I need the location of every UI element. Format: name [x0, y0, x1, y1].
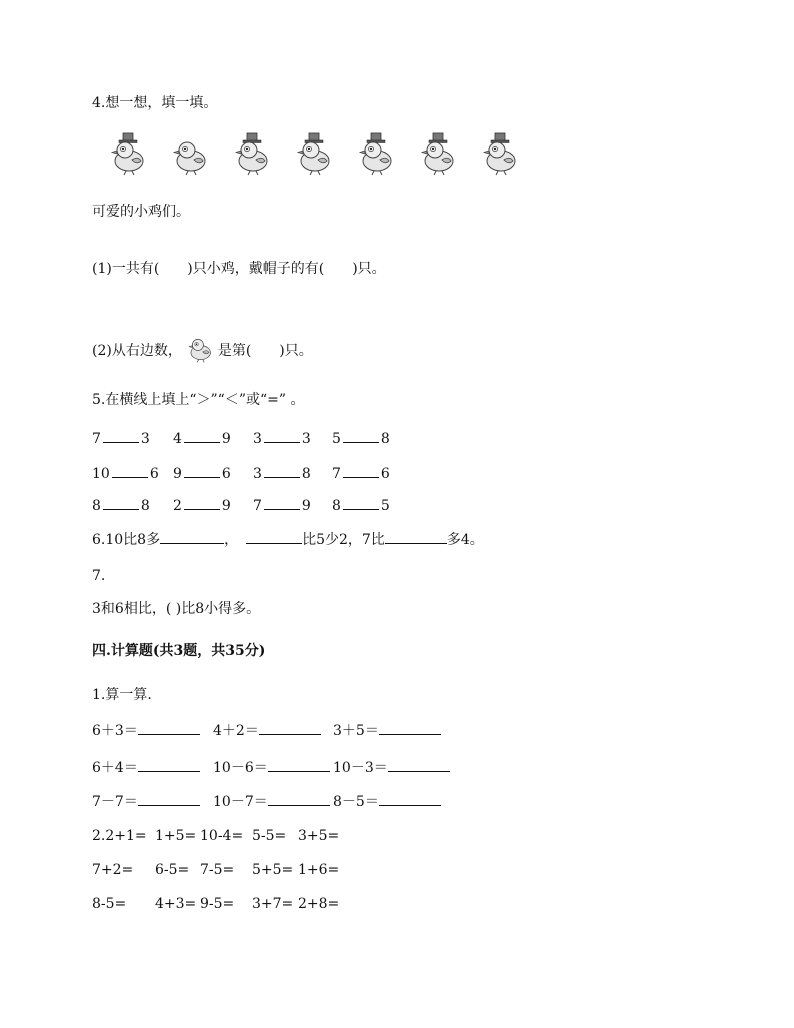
compare-item	[173, 463, 231, 484]
calc1-expression: 6＋4＝	[92, 760, 138, 776]
calc1-answer-blank[interactable]	[379, 791, 441, 806]
calc1-expression: 3＋5＝	[333, 723, 379, 739]
calc2-expression: 10-4=	[200, 828, 244, 844]
calc1-item	[333, 791, 441, 812]
compare-blank[interactable]	[343, 495, 379, 510]
compare-right: 6	[221, 466, 231, 482]
compare-blank[interactable]	[103, 428, 139, 443]
q7-text: 3和6相比，( )比8小得多。	[92, 601, 261, 617]
chick-with-hat-icon	[480, 130, 520, 176]
calc2-expression: 3+5=	[298, 828, 340, 844]
compare-blank[interactable]	[264, 495, 300, 510]
calc1-expression: 8－5＝	[333, 794, 379, 810]
compare-left: 7	[253, 498, 262, 514]
calc1-expression: 10－6＝	[213, 760, 268, 776]
calc1-item	[213, 720, 321, 741]
compare-right: 6	[149, 466, 159, 482]
calc2-expression: 7-5=	[200, 862, 235, 878]
calc1-item	[92, 757, 200, 778]
chick-with-hat-icon	[232, 130, 272, 176]
chick-row	[108, 130, 528, 178]
compare-blank[interactable]	[184, 428, 220, 443]
q6-part3: 比5少2，7比	[302, 532, 385, 548]
calc2-expression: 2+8=	[298, 896, 340, 912]
compare-item	[173, 428, 231, 449]
q6-blank-3[interactable]	[385, 529, 447, 544]
compare-right: 3	[140, 431, 150, 447]
q4-sub1: (1)一共有( )只小鸡，戴帽子的有( )只。	[92, 261, 386, 277]
q4-title: 4.想一想，填一填。	[92, 95, 218, 111]
calc1-expression: 4＋2＝	[213, 723, 259, 739]
q6-blank-2[interactable]	[246, 529, 302, 544]
compare-right: 5	[380, 498, 390, 514]
compare-right: 9	[221, 431, 231, 447]
compare-left: 3	[253, 466, 262, 482]
compare-right: 9	[221, 498, 231, 514]
compare-left: 10	[92, 466, 110, 482]
compare-item	[253, 495, 311, 516]
q4-sub2-after: 是第( )只。	[217, 343, 313, 359]
calc1-item	[333, 720, 441, 741]
compare-item	[92, 463, 159, 484]
compare-left: 9	[173, 466, 182, 482]
calc1-answer-blank[interactable]	[388, 757, 450, 772]
calc1-answer-blank[interactable]	[259, 720, 321, 735]
chick-with-hat-icon	[418, 130, 458, 176]
calc1-item	[213, 791, 330, 812]
calc1-answer-blank[interactable]	[138, 757, 200, 772]
compare-item	[173, 495, 231, 516]
compare-left: 5	[332, 431, 341, 447]
compare-left: 2	[173, 498, 182, 514]
section4-heading: 四.计算题(共3题，共35分)	[92, 643, 266, 659]
calc1-answer-blank[interactable]	[268, 757, 330, 772]
compare-item	[253, 463, 311, 484]
compare-right: 3	[301, 431, 311, 447]
calc2-expression: 3+7=	[252, 896, 294, 912]
calc1-expression: 10－7＝	[213, 794, 268, 810]
compare-right: 9	[301, 498, 311, 514]
compare-blank[interactable]	[343, 463, 379, 478]
compare-right: 8	[140, 498, 150, 514]
chick-with-hat-icon	[294, 130, 334, 176]
q4-sub2	[92, 331, 313, 363]
compare-right: 6	[380, 466, 390, 482]
q4-caption: 可爱的小鸡们。	[92, 204, 190, 220]
compare-left: 3	[253, 431, 262, 447]
compare-item	[253, 428, 311, 449]
compare-item	[332, 463, 390, 484]
compare-blank[interactable]	[343, 428, 379, 443]
calc1-expression: 10－3＝	[333, 760, 388, 776]
calc2-expression: 7+2=	[92, 862, 134, 878]
chick-icon	[185, 331, 215, 363]
calc1-expression: 6＋3＝	[92, 723, 138, 739]
calc1-answer-blank[interactable]	[138, 720, 200, 735]
compare-left: 8	[92, 498, 101, 514]
compare-blank[interactable]	[184, 495, 220, 510]
compare-right: 8	[380, 431, 390, 447]
q6-blank-1[interactable]	[160, 529, 224, 544]
compare-blank[interactable]	[103, 495, 139, 510]
calc2-expression: 1+5=	[155, 828, 197, 844]
q4-sub2-before: (2)从右边数，	[92, 343, 182, 359]
calc1-item	[92, 791, 200, 812]
calc1-title: 1.算一算.	[92, 687, 152, 703]
calc1-expression: 7－7＝	[92, 794, 138, 810]
compare-item	[92, 495, 150, 516]
compare-item	[332, 495, 390, 516]
calc2-expression: 9-5=	[200, 896, 235, 912]
compare-left: 7	[332, 466, 341, 482]
calc2-expression: 2.2+1=	[92, 828, 147, 844]
q6-line	[92, 529, 484, 550]
compare-blank[interactable]	[264, 428, 300, 443]
chick-icon	[170, 130, 210, 176]
calc1-answer-blank[interactable]	[138, 791, 200, 806]
compare-blank[interactable]	[112, 463, 148, 478]
chick-with-hat-icon	[108, 130, 148, 176]
calc2-expression: 8-5=	[92, 896, 127, 912]
calc1-item	[333, 757, 450, 778]
compare-item	[332, 428, 390, 449]
compare-blank[interactable]	[184, 463, 220, 478]
calc1-item	[92, 720, 200, 741]
compare-right: 8	[301, 466, 311, 482]
q6-part1: 6.10比8多	[92, 532, 161, 548]
calc2-expression: 4+3=	[155, 896, 197, 912]
compare-left: 7	[92, 431, 101, 447]
calc1-item	[213, 757, 330, 778]
q6-part2: ，	[224, 532, 239, 548]
calc2-expression: 5-5=	[252, 828, 287, 844]
compare-left: 4	[173, 431, 182, 447]
calc1-answer-blank[interactable]	[268, 791, 330, 806]
chick-with-hat-icon	[356, 130, 396, 176]
q6-part4: 多4。	[446, 532, 484, 548]
calc2-expression: 6-5=	[155, 862, 190, 878]
compare-left: 8	[332, 498, 341, 514]
calc1-answer-blank[interactable]	[379, 720, 441, 735]
calc2-expression: 1+6=	[298, 862, 340, 878]
q7-number: 7.	[92, 568, 106, 584]
compare-blank[interactable]	[264, 463, 300, 478]
q5-title: 5.在横线上填上“＞”“＜”或“=” 。	[92, 392, 305, 408]
calc2-expression: 5+5=	[252, 862, 294, 878]
compare-item	[92, 428, 150, 449]
